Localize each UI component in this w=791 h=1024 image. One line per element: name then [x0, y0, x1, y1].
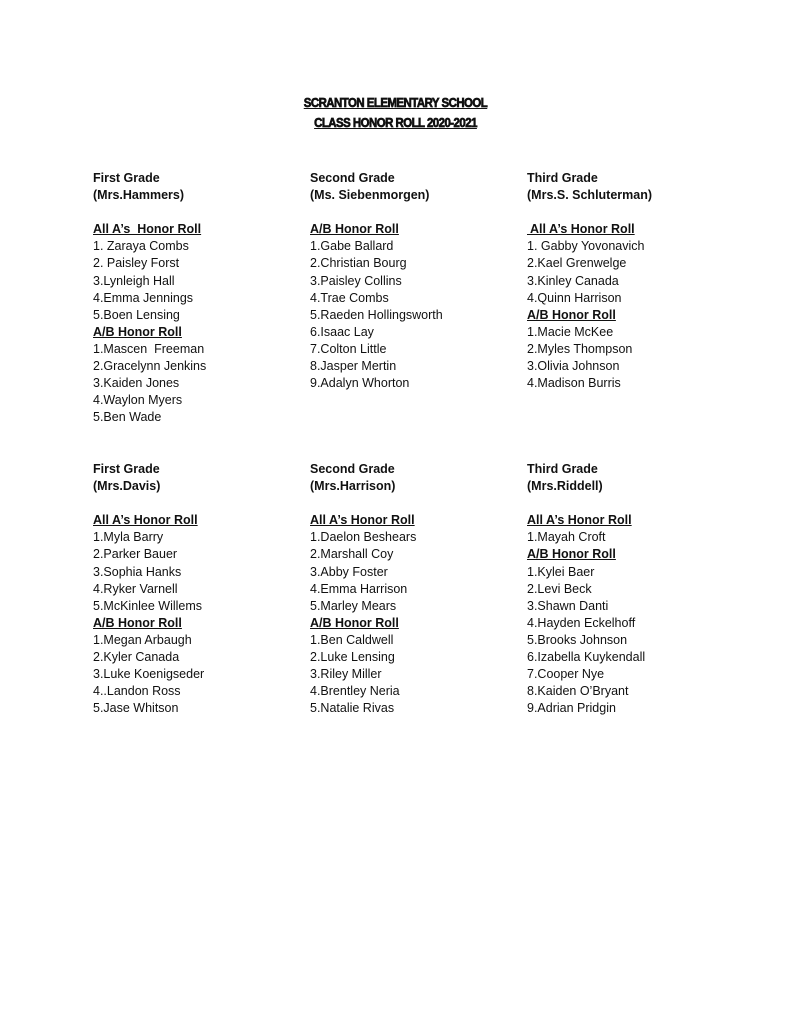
teacher-name: (Mrs.Riddell): [527, 479, 603, 494]
student-name: 2.Kael Grenwelge: [527, 256, 627, 271]
grade-section: [527, 170, 787, 392]
student-name: 3.Riley Miller: [310, 667, 382, 682]
student-name: 4.Trae Combs: [310, 290, 389, 305]
teacher-name: (Mrs.Harrison): [310, 479, 396, 494]
student-name: 5.Raeden Hollingsworth: [310, 307, 443, 322]
student-name: 1.Mascen Freeman: [93, 341, 205, 356]
student-name: 4.Emma Harrison: [310, 581, 408, 596]
student-name: 3.Kaiden Jones: [93, 376, 180, 391]
honor-roll-heading: A/B Honor Roll: [310, 222, 399, 237]
student-name: 4..Landon Ross: [93, 684, 181, 699]
student-name: 2.Gracelynn Jenkins: [93, 359, 207, 374]
student-name: 7.Cooper Nye: [527, 667, 605, 682]
honor-roll-heading: A/B Honor Roll: [310, 615, 399, 630]
student-name: 3.Lynleigh Hall: [93, 273, 175, 288]
student-name: 9.Adalyn Whorton: [310, 376, 410, 391]
student-name: 4.Emma Jennings: [93, 290, 194, 305]
honor-roll-heading: A/B Honor Roll: [527, 307, 616, 322]
student-name: 2.Parker Bauer: [93, 547, 178, 562]
student-name: 5.Jase Whitson: [93, 701, 179, 716]
student-name: 8.Jasper Mertin: [310, 359, 397, 374]
student-name: 3.Luke Koenigseder: [93, 667, 205, 682]
student-name: 3.Kinley Canada: [527, 273, 619, 288]
honor-roll-heading: A/B Honor Roll: [93, 615, 182, 630]
student-name: 6.Izabella Kuykendall: [527, 650, 646, 665]
student-name: 5.Marley Mears: [310, 598, 397, 613]
teacher-name: (Mrs.Hammers): [93, 188, 185, 203]
honor-roll-heading: All A’s Honor Roll: [93, 513, 198, 528]
student-name: 4.Madison Burris: [527, 376, 621, 391]
student-name: 3.Paisley Collins: [310, 273, 402, 288]
student-name: 2.Marshall Coy: [310, 547, 394, 562]
student-name: 6.Isaac Lay: [310, 324, 374, 339]
student-name: 1.Gabe Ballard: [310, 239, 394, 254]
student-name: 2.Luke Lensing: [310, 650, 395, 665]
student-name: 1. Gabby Yovonavich: [527, 239, 645, 254]
student-name: 5.Boen Lensing: [93, 307, 180, 322]
student-name: 7.Colton Little: [310, 341, 387, 356]
student-name: 2. Paisley Forst: [93, 256, 180, 271]
student-name: 3.Abby Foster: [310, 564, 388, 579]
grade-heading: Third Grade: [527, 171, 598, 185]
honor-roll-subtitle: CLASS HONOR ROLL 2020-2021: [314, 115, 477, 130]
section-spacer: [527, 495, 787, 512]
honor-roll-heading: A/B Honor Roll: [527, 547, 616, 562]
honor-roll-heading: All A’s Honor Roll: [93, 222, 202, 237]
grade-heading: Second Grade: [310, 171, 395, 185]
honor-roll-heading: A/B Honor Roll: [93, 324, 182, 339]
teacher-name: (Mrs.S. Schluterman): [527, 188, 653, 203]
honor-roll-heading: All A’s Honor Roll: [527, 222, 635, 237]
teacher-name: (Ms. Siebenmorgen): [310, 188, 430, 203]
student-name: 2.Christian Bourg: [310, 256, 407, 271]
student-name: 5.Ben Wade: [93, 410, 162, 425]
grade-heading: First Grade: [93, 462, 160, 476]
grade-heading: Third Grade: [527, 462, 598, 476]
honor-roll-heading: All A’s Honor Roll: [310, 513, 415, 528]
student-name: 1.Macie McKee: [527, 324, 614, 339]
student-name: 2.Myles Thompson: [527, 341, 633, 356]
student-name: 5.Natalie Rivas: [310, 701, 395, 716]
student-name: 9.Adrian Pridgin: [527, 701, 616, 716]
student-name: 1.Daelon Beshears: [310, 530, 417, 545]
student-name: 5.Brooks Johnson: [527, 632, 628, 647]
school-name: SCRANTON ELEMENTARY SCHOOL: [303, 95, 488, 110]
student-name: 2.Kyler Canada: [93, 650, 180, 665]
student-name: 3.Shawn Danti: [527, 598, 609, 613]
student-name: 3.Olivia Johnson: [527, 359, 620, 374]
grade-section: [527, 461, 787, 717]
student-name: 1.Kylei Baer: [527, 564, 595, 579]
student-name: 4.Quinn Harrison: [527, 290, 622, 305]
teacher-name: (Mrs.Davis): [93, 479, 161, 494]
student-name: 4.Hayden Eckelhoff: [527, 615, 636, 630]
student-name: 4.Ryker Varnell: [93, 581, 178, 596]
student-name: 1.Myla Barry: [93, 530, 164, 545]
student-name: 1.Ben Caldwell: [310, 632, 394, 647]
student-name: 5.McKinlee Willems: [93, 598, 203, 613]
grade-heading: First Grade: [93, 171, 160, 185]
student-name: 3.Sophia Hanks: [93, 564, 182, 579]
grade-heading: Second Grade: [310, 462, 395, 476]
student-name: 1.Mayah Croft: [527, 530, 606, 545]
student-name: 8.Kaiden O’Bryant: [527, 684, 629, 699]
student-name: 4.Waylon Myers: [93, 393, 183, 408]
honor-roll-heading: All A’s Honor Roll: [527, 513, 632, 528]
student-name: 1. Zaraya Combs: [93, 239, 189, 254]
student-name: 1.Megan Arbaugh: [93, 632, 192, 647]
document-title: [0, 93, 791, 133]
student-name: 2.Levi Beck: [527, 581, 592, 596]
section-spacer: [527, 204, 787, 221]
student-name: 4.Brentley Neria: [310, 684, 400, 699]
